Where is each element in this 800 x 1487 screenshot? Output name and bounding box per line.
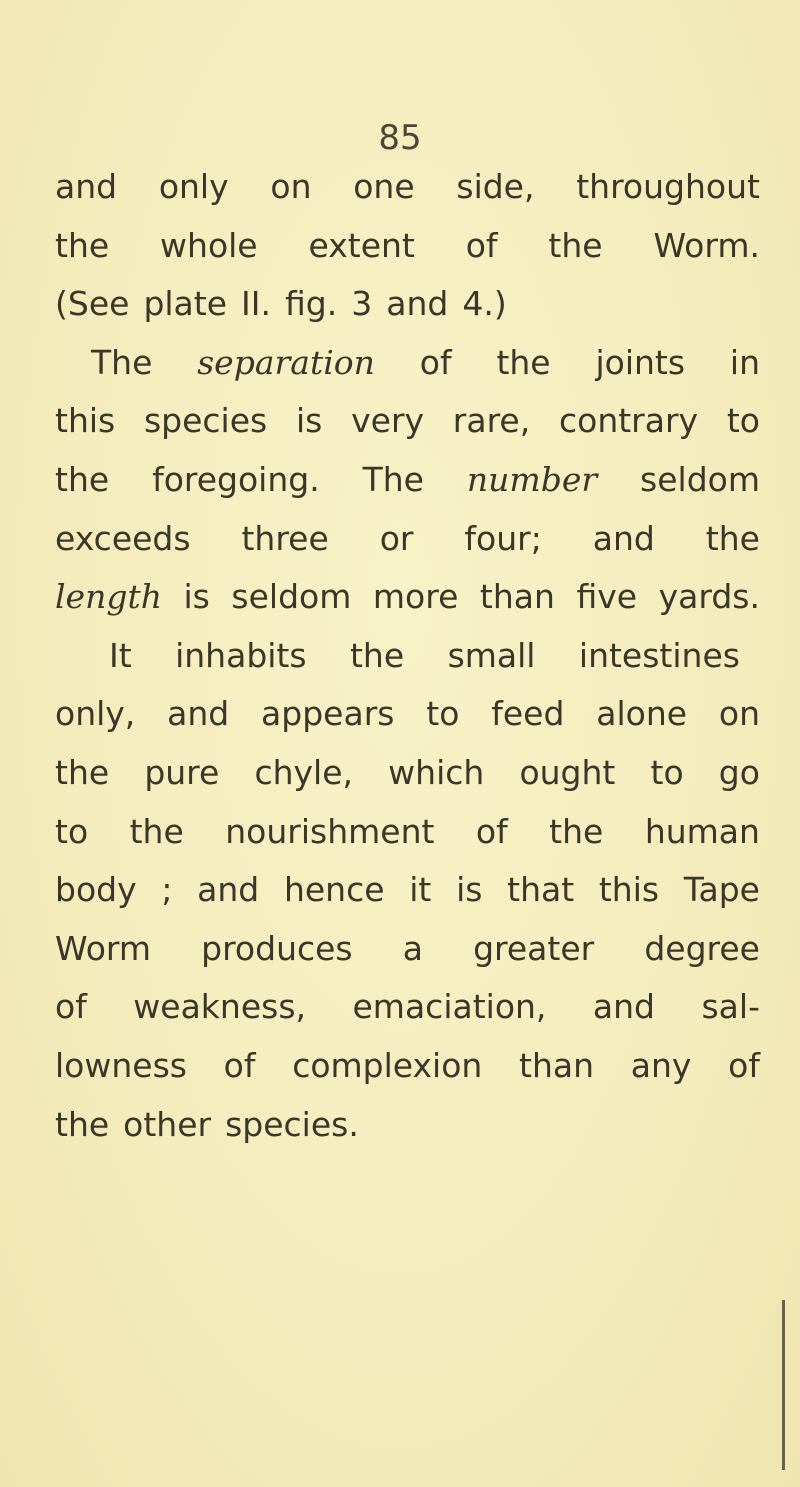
word: and bbox=[592, 518, 655, 558]
word: species bbox=[143, 401, 268, 441]
word: exceeds bbox=[55, 518, 191, 558]
word: three bbox=[241, 518, 329, 558]
word: the bbox=[55, 1104, 110, 1144]
word: (See bbox=[55, 284, 130, 324]
word: only bbox=[158, 167, 229, 206]
word: one bbox=[353, 167, 415, 206]
word: nourishment bbox=[225, 811, 435, 851]
word: five bbox=[576, 577, 638, 617]
text-line bbox=[55, 627, 760, 686]
word: Worm bbox=[55, 928, 152, 968]
word: seldom bbox=[231, 577, 352, 617]
text-line bbox=[55, 1037, 760, 1096]
word: any bbox=[630, 1045, 692, 1085]
word: this bbox=[598, 870, 660, 910]
word: than bbox=[519, 1045, 595, 1085]
text-line bbox=[55, 568, 760, 627]
word: and bbox=[197, 870, 260, 910]
word: body bbox=[55, 870, 137, 910]
page-edge-mark bbox=[782, 1300, 785, 1470]
text-line bbox=[55, 978, 760, 1037]
word: It bbox=[109, 635, 132, 675]
word: emaciation, bbox=[352, 987, 547, 1027]
word: produces bbox=[201, 928, 353, 968]
word: the bbox=[55, 225, 110, 265]
word: this bbox=[55, 401, 116, 441]
word-italic: length bbox=[55, 577, 162, 617]
word: inhabits bbox=[175, 635, 307, 675]
text-line bbox=[55, 861, 760, 920]
word: is bbox=[295, 401, 323, 441]
text-line bbox=[55, 275, 760, 334]
word: than bbox=[479, 577, 555, 617]
word: to bbox=[426, 694, 460, 734]
word: four; bbox=[464, 518, 542, 558]
word: and bbox=[592, 987, 655, 1027]
word: the bbox=[705, 518, 760, 558]
word-italic: separation bbox=[197, 342, 375, 382]
text-line bbox=[55, 1096, 760, 1155]
word: II. bbox=[241, 284, 271, 324]
word: human bbox=[644, 811, 760, 851]
word: the bbox=[548, 225, 603, 265]
word: alone bbox=[596, 694, 688, 734]
word: only, bbox=[55, 694, 136, 734]
word: on bbox=[718, 694, 760, 734]
word: or bbox=[379, 518, 414, 558]
word: fig. bbox=[285, 284, 338, 324]
word: is bbox=[183, 577, 210, 617]
word: very bbox=[351, 401, 425, 441]
word: ought bbox=[519, 752, 616, 792]
word: extent bbox=[308, 225, 415, 265]
word: on bbox=[270, 167, 312, 206]
word: that bbox=[507, 870, 575, 910]
word: throughout bbox=[576, 167, 760, 206]
word: to bbox=[650, 752, 684, 792]
word: of bbox=[55, 987, 87, 1027]
word: contrary bbox=[558, 401, 699, 441]
text-line bbox=[55, 158, 760, 217]
text-line bbox=[55, 334, 760, 393]
text-line bbox=[55, 744, 760, 803]
word: Tape bbox=[683, 870, 760, 910]
word: small bbox=[447, 635, 536, 675]
word: chyle, bbox=[254, 752, 354, 792]
word: go bbox=[718, 752, 760, 792]
word: The bbox=[362, 459, 424, 499]
word: and bbox=[386, 284, 449, 324]
word: sal- bbox=[701, 987, 760, 1027]
word: side, bbox=[456, 167, 535, 206]
word: foregoing. bbox=[152, 459, 320, 499]
word: the bbox=[129, 811, 184, 851]
word: to bbox=[55, 811, 89, 851]
word: it bbox=[409, 870, 432, 910]
word: complexion bbox=[292, 1045, 483, 1085]
word: in bbox=[729, 342, 760, 382]
word: ; bbox=[161, 870, 173, 910]
word: the bbox=[496, 342, 551, 382]
word: yards. bbox=[658, 577, 760, 617]
word: feed bbox=[491, 694, 565, 734]
word: appears bbox=[261, 694, 395, 734]
word: intestines bbox=[578, 635, 740, 675]
word: the bbox=[55, 459, 110, 499]
word: and bbox=[167, 694, 230, 734]
word: other bbox=[123, 1104, 212, 1144]
word: The bbox=[91, 342, 153, 382]
word: 4.) bbox=[462, 284, 507, 324]
word: of bbox=[475, 811, 508, 851]
word: species. bbox=[225, 1104, 359, 1144]
text-line bbox=[55, 685, 760, 744]
word: weakness, bbox=[133, 987, 307, 1027]
word: the bbox=[349, 635, 405, 675]
word: degree bbox=[644, 928, 760, 968]
word: greater bbox=[473, 928, 595, 968]
word: to bbox=[726, 401, 760, 441]
word-italic: number bbox=[466, 459, 598, 499]
word: the bbox=[55, 752, 110, 792]
word: whole bbox=[160, 225, 258, 265]
word: seldom bbox=[640, 459, 760, 499]
text-line bbox=[55, 392, 760, 451]
word: and bbox=[55, 167, 118, 206]
word: of bbox=[728, 1045, 760, 1085]
word: which bbox=[388, 752, 485, 792]
word: joints bbox=[595, 342, 686, 382]
word: of bbox=[465, 225, 498, 265]
word: Worm. bbox=[653, 225, 760, 265]
word: is bbox=[456, 870, 483, 910]
word: hence bbox=[283, 870, 385, 910]
word: rare, bbox=[452, 401, 531, 441]
word: lowness bbox=[55, 1045, 187, 1085]
word: of bbox=[223, 1045, 256, 1085]
word: a bbox=[402, 928, 423, 968]
text-line bbox=[55, 217, 760, 276]
word: pure bbox=[144, 752, 220, 792]
page-number: 85 bbox=[378, 118, 422, 158]
word: more bbox=[372, 577, 459, 617]
text-line bbox=[55, 510, 760, 569]
text-line bbox=[55, 803, 760, 862]
word: 3 bbox=[351, 284, 373, 324]
word: the bbox=[549, 811, 604, 851]
word: plate bbox=[143, 284, 228, 324]
body-text bbox=[55, 158, 760, 1154]
text-line bbox=[55, 451, 760, 510]
text-line bbox=[55, 920, 760, 979]
word: of bbox=[419, 342, 452, 382]
